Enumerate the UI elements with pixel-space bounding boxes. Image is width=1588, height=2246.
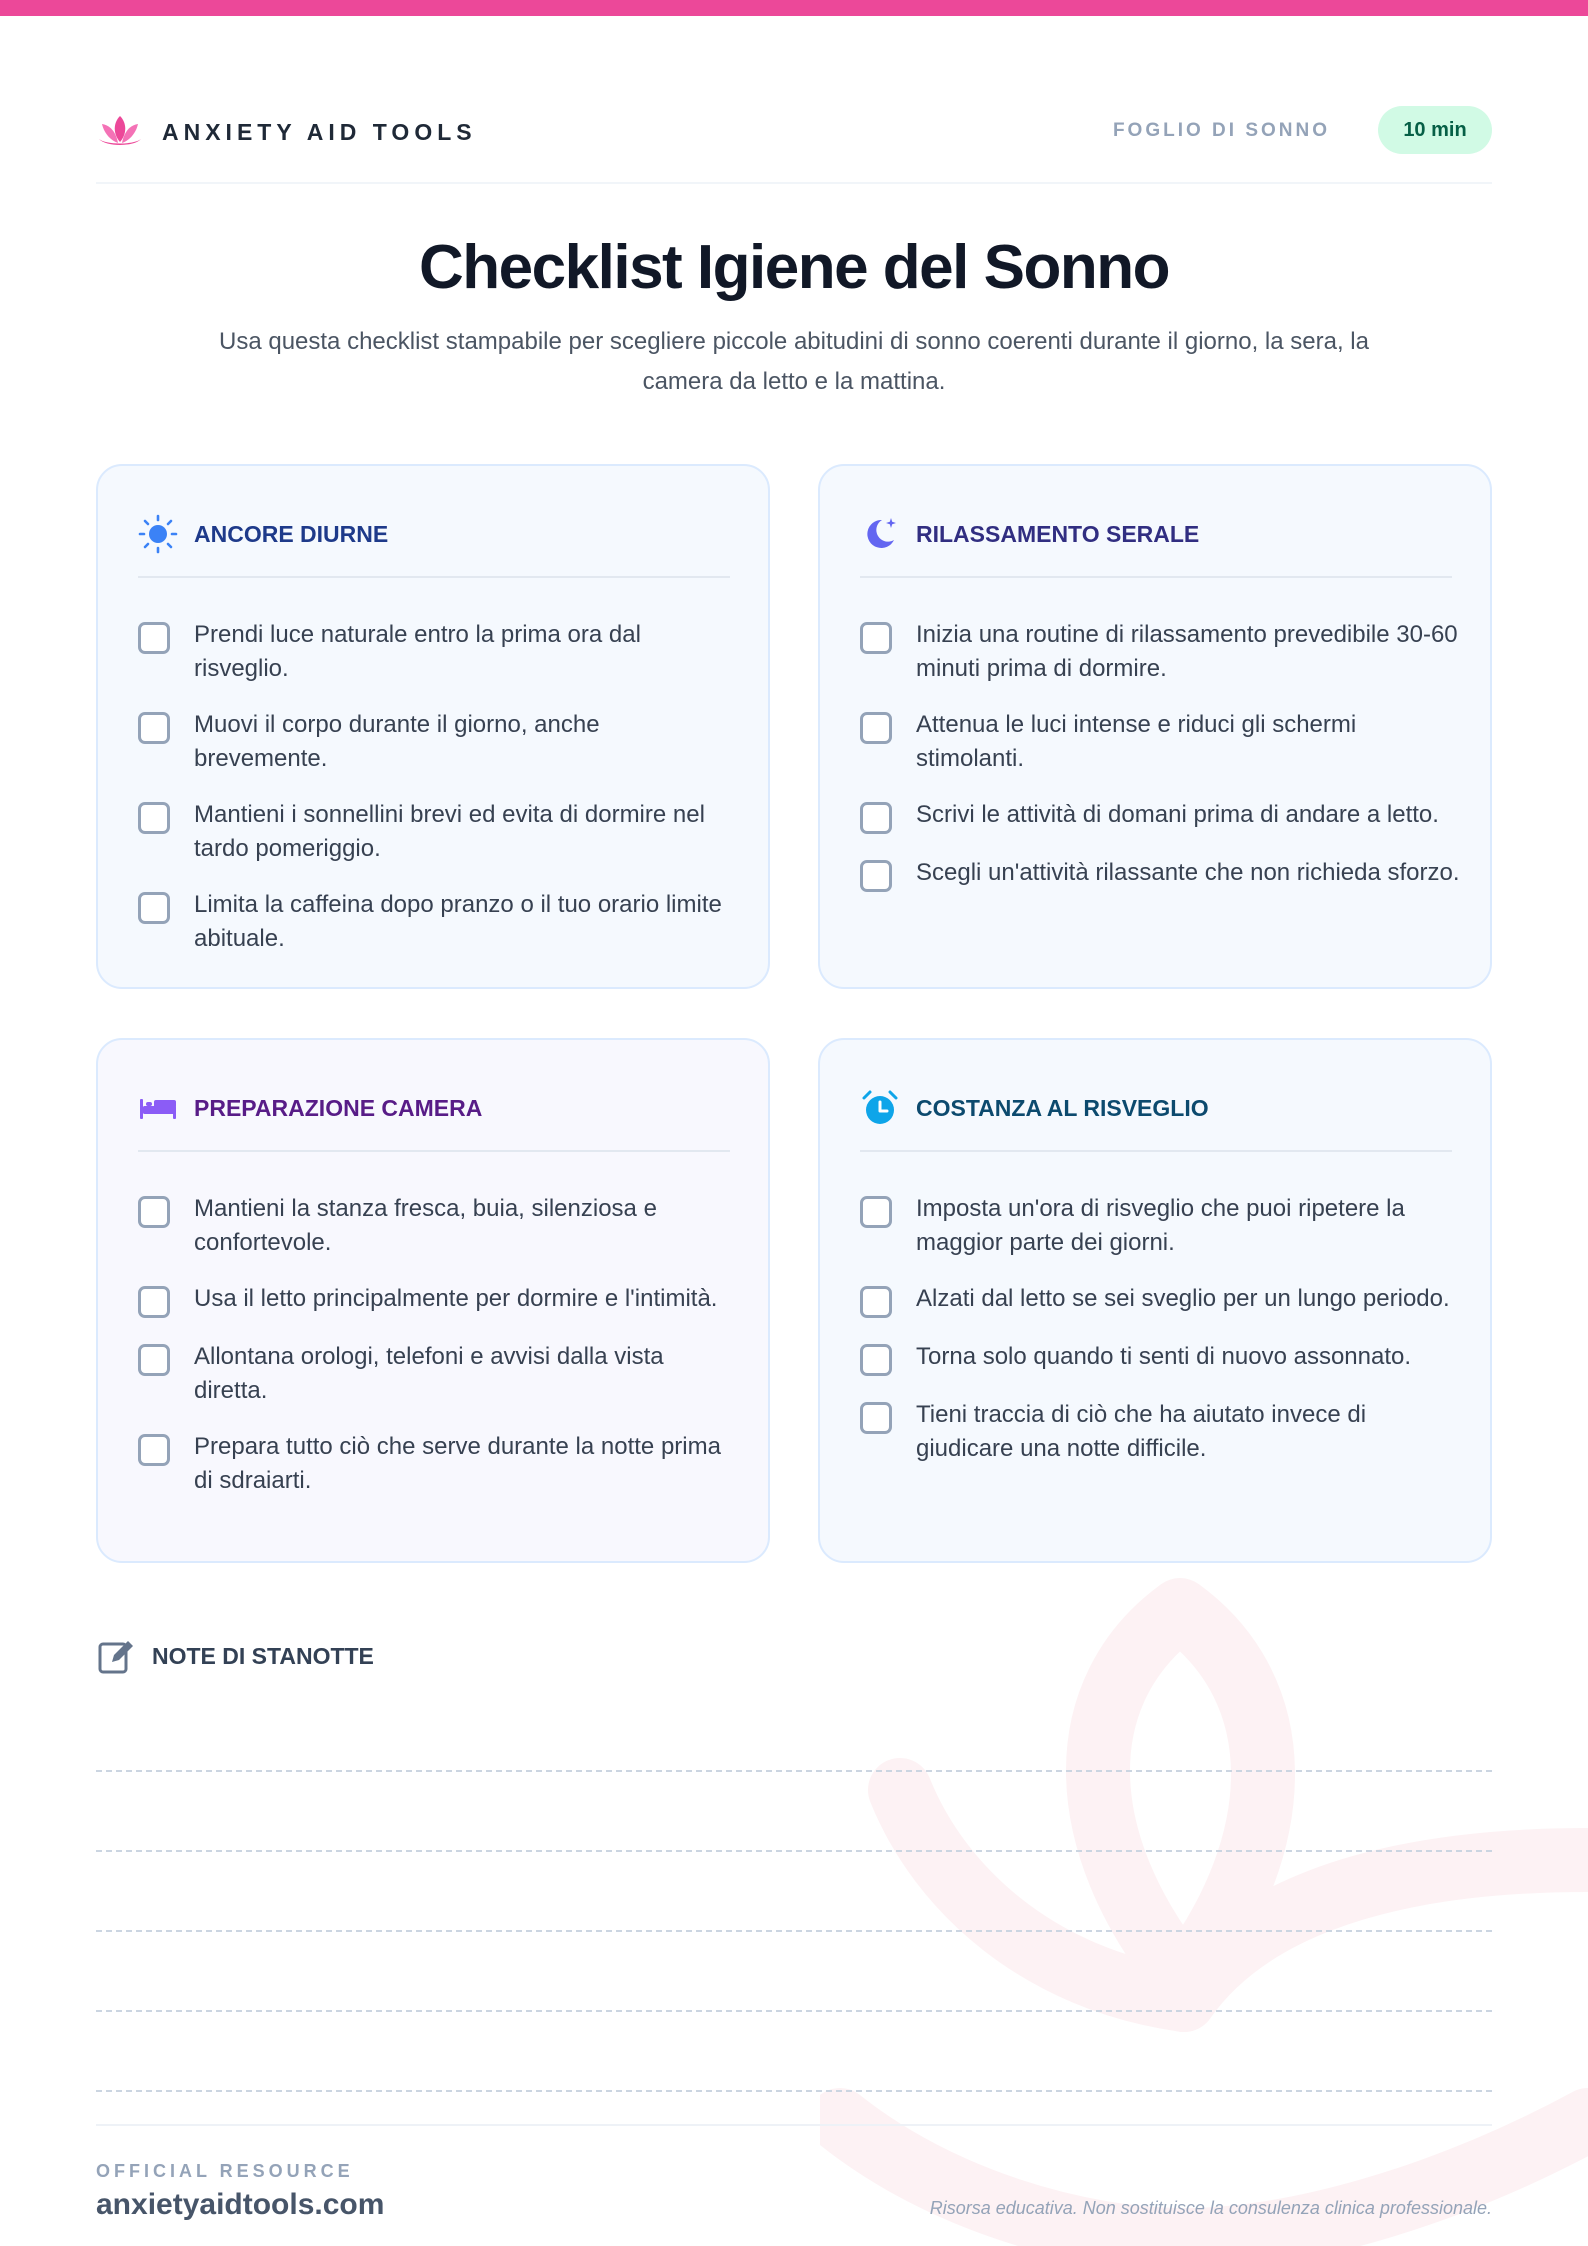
section-title: RILASSAMENTO SERALE bbox=[916, 521, 1200, 547]
checklist-item-text: Allontana orologi, telefoni e avvisi dalla vista diretta. bbox=[194, 1343, 664, 1404]
notes-writing-line[interactable] bbox=[96, 1770, 1492, 1772]
notes-writing-line[interactable] bbox=[96, 2010, 1492, 2012]
lotus-icon bbox=[96, 112, 144, 152]
section-card-wake-consistency bbox=[818, 1038, 1492, 1563]
checklist-item-text: Mantieni i sonnellini brevi ed evita di dormire nel tardo pomeriggio. bbox=[194, 801, 705, 862]
checklist-item bbox=[860, 856, 1460, 892]
checklist-item bbox=[138, 798, 738, 866]
checklist-item-text: Prepara tutto ciò che serve durante la notte prima di sdraiarti. bbox=[194, 1433, 721, 1494]
checklist-item-text: Torna solo quando ti senti di nuovo assonnato. bbox=[916, 1343, 1412, 1370]
brand-name: ANXIETY AID TOOLS bbox=[162, 118, 477, 145]
footer-divider bbox=[96, 2124, 1492, 2126]
edit-note-icon bbox=[96, 1636, 136, 1676]
checklist-item-text: Mantieni la stanza fresca, buia, silenziosa e confortevole. bbox=[194, 1195, 657, 1256]
bed-icon bbox=[138, 1088, 178, 1128]
checklist-item bbox=[860, 1398, 1460, 1466]
section-card-bedroom-setup bbox=[96, 1038, 770, 1563]
checkbox[interactable] bbox=[860, 1402, 892, 1434]
notes-writing-line[interactable] bbox=[96, 2090, 1492, 2092]
checklist-item bbox=[138, 1340, 738, 1408]
checkbox[interactable] bbox=[860, 712, 892, 744]
checklist-item bbox=[138, 708, 738, 776]
footer-label: OFFICIAL RESOURCE bbox=[96, 2161, 354, 2181]
checklist-item bbox=[138, 1282, 738, 1318]
checklist-item-text: Usa il letto principalmente per dormire e l'intimità. bbox=[194, 1285, 718, 1312]
checkbox[interactable] bbox=[860, 1344, 892, 1376]
checklist bbox=[860, 618, 1460, 914]
checklist-item-text: Limita la caffeina dopo pranzo o il tuo orario limite abituale. bbox=[194, 891, 722, 952]
checklist-item bbox=[138, 1192, 738, 1260]
checklist bbox=[138, 618, 738, 978]
footer-disclaimer: Risorsa educativa. Non sostituisce la consulenza clinica professionale. bbox=[929, 2198, 1492, 2218]
checklist-item-text: Imposta un'ora di risveglio che puoi ripetere la maggior parte dei giorni. bbox=[916, 1195, 1405, 1256]
page-title: Checklist Igiene del Sonno bbox=[419, 233, 1169, 302]
checklist-item bbox=[860, 1192, 1460, 1260]
checklist bbox=[860, 1192, 1460, 1488]
checkbox[interactable] bbox=[860, 622, 892, 654]
checkbox[interactable] bbox=[138, 712, 170, 744]
checkbox[interactable] bbox=[138, 1434, 170, 1466]
section-card-evening-wind-down bbox=[818, 464, 1492, 989]
checklist-item-text: Scrivi le attività di domani prima di andare a letto. bbox=[916, 801, 1439, 828]
checklist-item-text: Attenua le luci intense e riduci gli schermi stimolanti. bbox=[916, 711, 1357, 772]
section-title: ANCORE DIURNE bbox=[194, 521, 389, 547]
lotus-watermark-icon bbox=[820, 1560, 1588, 2246]
section-header bbox=[860, 1088, 1452, 1152]
checklist-item-text: Tieni traccia di ciò che ha aiutato invece di giudicare una notte difficile. bbox=[916, 1401, 1367, 1462]
brand bbox=[96, 110, 477, 154]
section-header bbox=[860, 514, 1452, 578]
checklist-item bbox=[860, 618, 1460, 686]
checklist-item bbox=[138, 888, 738, 956]
checklist-item-text: Inizia una routine di rilassamento prevedibile 30-60 minuti prima di dormire. bbox=[916, 621, 1458, 682]
section-header bbox=[138, 1088, 730, 1152]
section-header bbox=[138, 514, 730, 578]
checklist-item-text: Muovi il corpo durante il giorno, anche brevemente. bbox=[194, 711, 600, 772]
checkbox[interactable] bbox=[138, 622, 170, 654]
notes-title: NOTE DI STANOTTE bbox=[152, 1642, 374, 1669]
page-subtitle: Usa questa checklist stampabile per scegliere piccole abitudini di sonno coerenti durante il giorno, la sera, la camera da letto e la mattina. bbox=[219, 328, 1369, 395]
page-header bbox=[96, 104, 1492, 184]
checkbox[interactable] bbox=[138, 1196, 170, 1228]
notes-writing-line[interactable] bbox=[96, 1850, 1492, 1852]
sun-icon bbox=[138, 514, 178, 554]
notes-writing-line[interactable] bbox=[96, 1930, 1492, 1932]
top-accent-bar bbox=[0, 0, 1588, 16]
duration-badge: 10 min bbox=[1378, 106, 1492, 154]
checkbox[interactable] bbox=[860, 1286, 892, 1318]
moon-stars-icon bbox=[860, 514, 900, 554]
checklist-item bbox=[138, 618, 738, 686]
checkbox[interactable] bbox=[138, 802, 170, 834]
checklist-item bbox=[138, 1430, 738, 1498]
checkbox[interactable] bbox=[138, 1286, 170, 1318]
sheet-type-label: FOGLIO DI SONNO bbox=[1112, 120, 1330, 141]
checklist-item bbox=[860, 798, 1460, 834]
notes-header bbox=[96, 1636, 374, 1676]
checklist-item bbox=[860, 708, 1460, 776]
checkbox[interactable] bbox=[860, 802, 892, 834]
checkbox[interactable] bbox=[860, 1196, 892, 1228]
checkbox[interactable] bbox=[860, 860, 892, 892]
section-card-daytime-anchors bbox=[96, 464, 770, 989]
checklist-item-text: Prendi luce naturale entro la prima ora dal risveglio. bbox=[194, 621, 641, 682]
footer-site-link[interactable]: anxietyaidtools.com bbox=[96, 2188, 385, 2221]
checklist-item bbox=[860, 1340, 1460, 1376]
checklist-item-text: Alzati dal letto se sei sveglio per un lungo periodo. bbox=[916, 1285, 1450, 1312]
checklist bbox=[138, 1192, 738, 1520]
checkbox[interactable] bbox=[138, 892, 170, 924]
checklist-item bbox=[860, 1282, 1460, 1318]
checklist-item-text: Scegli un'attività rilassante che non richieda sforzo. bbox=[916, 859, 1460, 886]
checkbox[interactable] bbox=[138, 1344, 170, 1376]
alarm-clock-icon bbox=[860, 1088, 900, 1128]
section-title: COSTANZA AL RISVEGLIO bbox=[916, 1095, 1209, 1121]
section-title: PREPARAZIONE CAMERA bbox=[194, 1095, 483, 1121]
